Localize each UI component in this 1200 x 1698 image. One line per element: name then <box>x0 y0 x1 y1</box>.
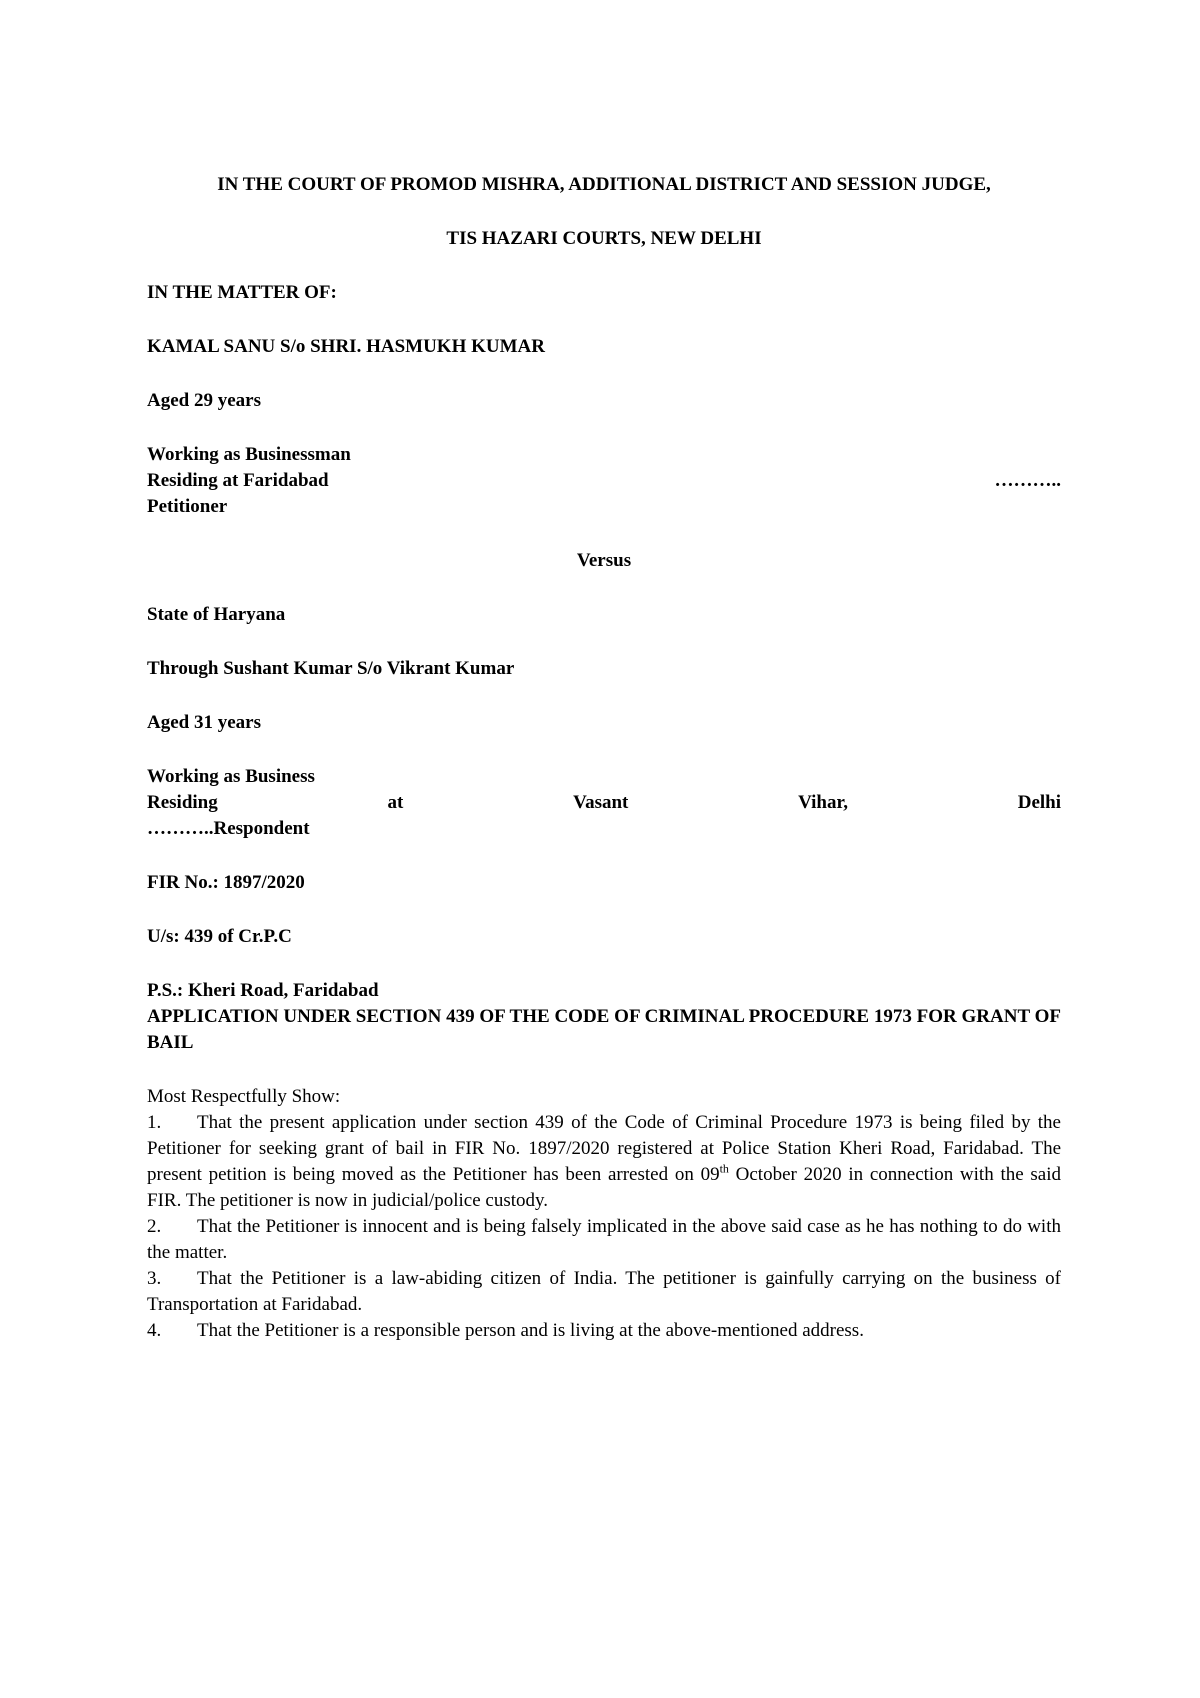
police-station: P.S.: Kheri Road, Faridabad <box>147 980 379 1001</box>
paragraph-number: 2. <box>147 1216 162 1237</box>
court-title-line2: TIS HAZARI COURTS, NEW DELHI <box>446 228 762 249</box>
paragraph-number: 4. <box>147 1320 162 1341</box>
petitioner-residence: Residing at Faridabad <box>147 470 329 491</box>
respondent-residence-word: Vasant <box>573 792 629 813</box>
respondent-residence-line <box>147 790 1061 816</box>
respondent-residence-word: Residing <box>147 792 218 813</box>
respondent-residence-word: Delhi <box>1017 792 1061 813</box>
respondent-role: ………..Respondent <box>147 818 310 839</box>
paragraph-3 <box>147 1266 1061 1318</box>
paragraph-4 <box>147 1318 1061 1344</box>
fir-number: FIR No.: 1897/2020 <box>147 872 305 893</box>
case-section: U/s: 439 of Cr.P.C <box>147 926 292 947</box>
paragraph-text: That the present application under section 439 of the Code of Criminal Procedure 1973 is being filed by the Petitioner for seeking grant of bail in FIR No. 1897/2020 registered at Police Station Kheri Road, Faridabad. The present petition is being moved as the Petitioner has been arrested on 09 <box>147 1112 1061 1185</box>
respondent-age: Aged 31 years <box>147 712 261 733</box>
paragraph-2 <box>147 1214 1061 1266</box>
petitioner-age: Aged 29 years <box>147 390 261 411</box>
ordinal-suffix: th <box>719 1161 729 1176</box>
paragraph-text: That the Petitioner is innocent and is being falsely implicated in the above said case as he has nothing to do with the matter. <box>147 1216 1061 1263</box>
respondent-residence-word: at <box>387 792 404 813</box>
respondent-residence-word: Vihar, <box>798 792 848 813</box>
respondent-occupation: Working as Business <box>147 766 315 787</box>
paragraph-number: 1. <box>147 1112 162 1133</box>
salutation: Most Respectfully Show: <box>147 1086 341 1107</box>
matter-heading: IN THE MATTER OF: <box>147 282 337 303</box>
court-title-line1: IN THE COURT OF PROMOD MISHRA, ADDITIONAL DISTRICT AND SESSION JUDGE, <box>217 174 991 195</box>
petitioner-role: Petitioner <box>147 496 228 517</box>
application-title: APPLICATION UNDER SECTION 439 OF THE CODE OF CRIMINAL PROCEDURE 1973 FOR GRANT OF BAIL <box>147 1006 1061 1053</box>
paragraph-text: That the Petitioner is a responsible person and is living at the above-mentioned address. <box>197 1320 864 1341</box>
petitioner-residence-line <box>147 468 1061 494</box>
petitioner-dots: ……….. <box>994 470 1061 491</box>
paragraph-text: That the Petitioner is a law-abiding citizen of India. The petitioner is gainfully carrying on the business of Transportation at Faridabad. <box>147 1268 1061 1315</box>
versus-label: Versus <box>576 550 632 571</box>
document-body <box>147 172 1061 1344</box>
petitioner-name: KAMAL SANU S/o SHRI. HASMUKH KUMAR <box>147 336 545 357</box>
paragraph-number: 3. <box>147 1268 162 1289</box>
petitioner-occupation: Working as Businessman <box>147 444 351 465</box>
respondent-through: Through Sushant Kumar S/o Vikrant Kumar <box>147 658 515 679</box>
paragraph-text: October 2020 in connection with the said FIR. The petitioner is now in judicial/police custody. <box>147 1164 1061 1211</box>
paragraph-1 <box>147 1110 1061 1214</box>
respondent-name: State of Haryana <box>147 604 286 625</box>
